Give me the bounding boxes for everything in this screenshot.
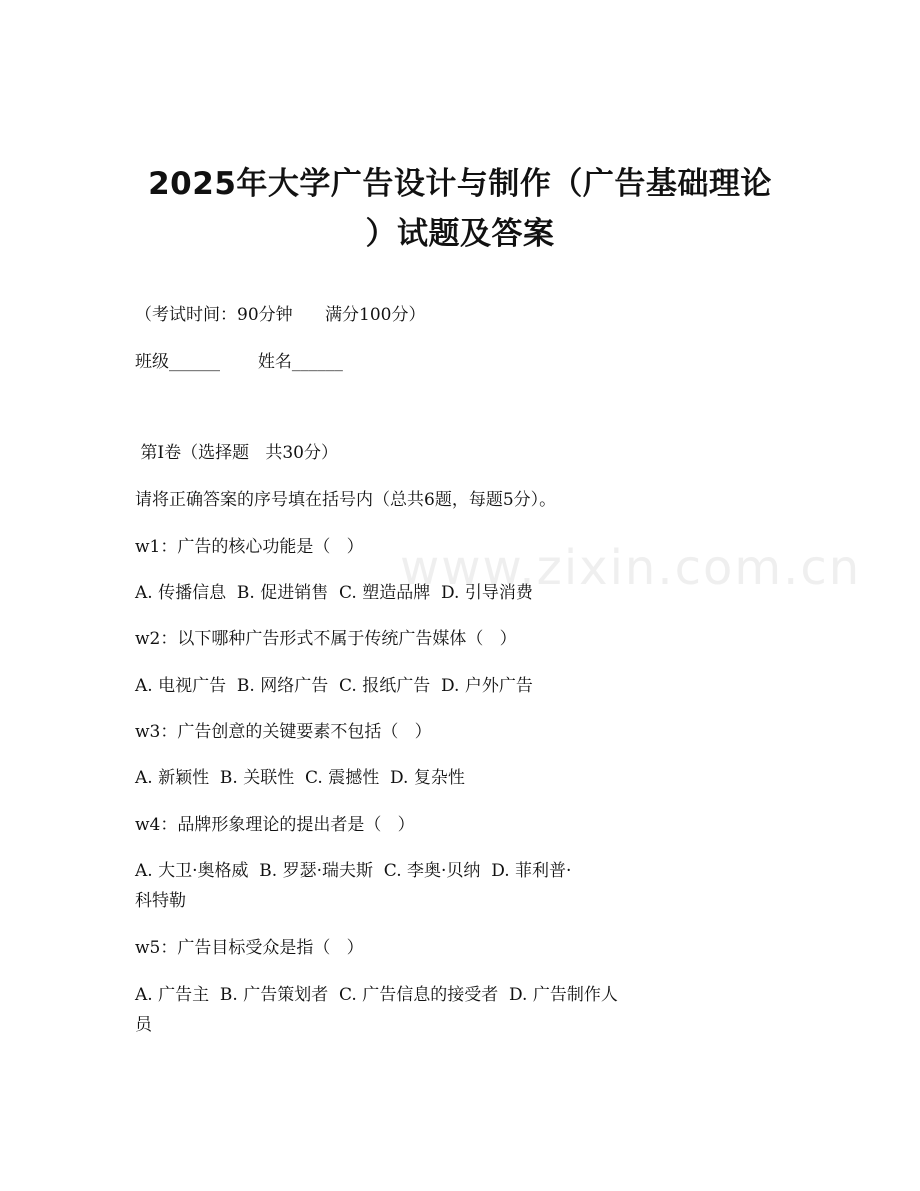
question-options-line-1: A. 大卫·奥格威 B. 罗瑟·瑞夫斯 C. 李奥·贝纳 D. 菲利普· [135, 861, 572, 881]
question-options: A. 新颖性 B. 关联性 C. 震撼性 D. 复杂性 [135, 768, 465, 788]
question-stem: w2：以下哪种广告形式不属于传统广告媒体（ ） [135, 629, 517, 649]
watermark: www.zixin.com.cn [400, 540, 862, 596]
document-title-line-1: 2025年大学广告设计与制作（广告基础理论 [148, 166, 772, 202]
question-options-line-2: 科特勒 [135, 891, 186, 911]
section-header: 第Ⅰ卷（选择题 共30分） [135, 443, 338, 463]
question-stem: w1：广告的核心功能是（ ） [135, 537, 364, 557]
question-stem: w3：广告创意的关键要素不包括（ ） [135, 722, 432, 742]
exam-info: （考试时间：90分钟 满分100分） [135, 305, 426, 325]
question-options-line-2: 员 [135, 1015, 152, 1035]
question-stem: w4：品牌形象理论的提出者是（ ） [135, 815, 415, 835]
question-options: A. 传播信息 B. 促进销售 C. 塑造品牌 D. 引导消费 [135, 583, 533, 603]
question-options: A. 电视广告 B. 网络广告 C. 报纸广告 D. 户外广告 [135, 676, 533, 696]
document-title-line-2: ）试题及答案 [365, 216, 555, 252]
class-name-line: 班级______ 姓名______ [135, 352, 343, 372]
instruction: 请将正确答案的序号填在括号内（总共6题，每题5分）。 [135, 490, 557, 510]
question-stem: w5：广告目标受众是指（ ） [135, 938, 364, 958]
question-options-line-1: A. 广告主 B. 广告策划者 C. 广告信息的接受者 D. 广告制作人 [135, 985, 618, 1005]
